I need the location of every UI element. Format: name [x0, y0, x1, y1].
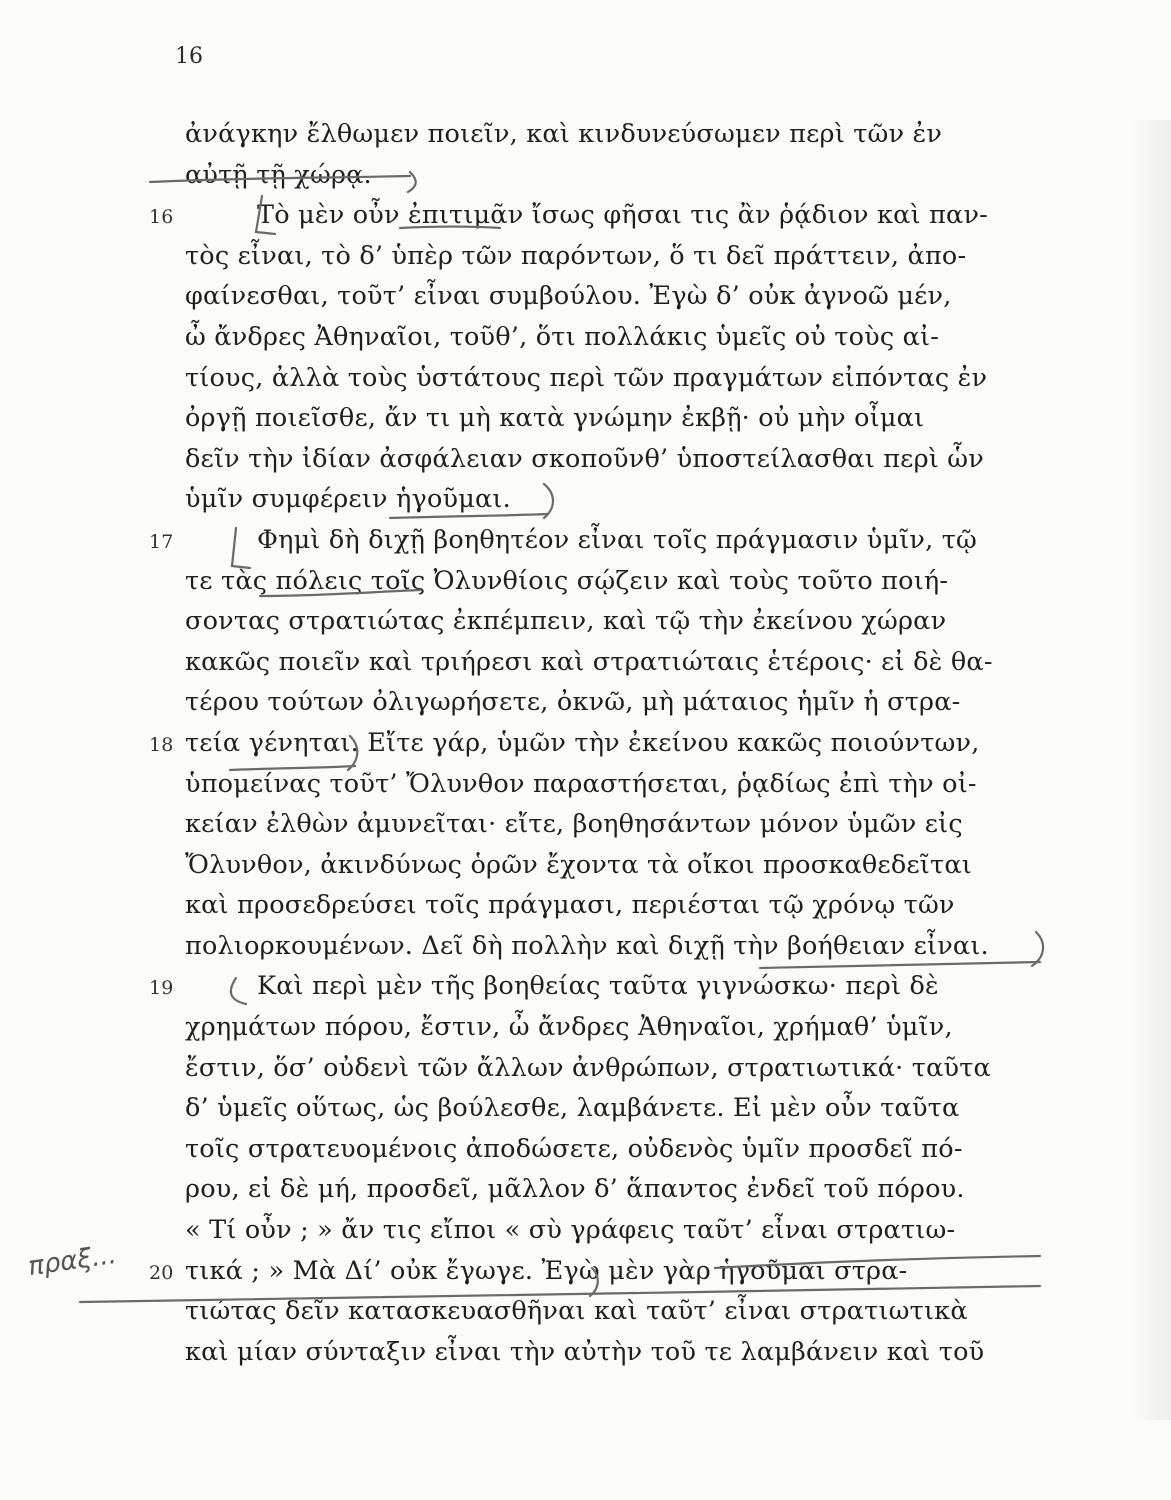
text-line [185, 1007, 1045, 1048]
line-text: χρημάτων πόρου, ἔστιν, ὦ ἄνδρες Ἀθηναῖοι, χρήμαθ’ ὑμῖν, [185, 1012, 953, 1043]
text-line [185, 317, 1045, 358]
line-text: ὀργῇ ποιεῖσθε, ἄν τι μὴ κατὰ γνώμην ἐκβῇ· οὐ μὴν οἶμαι [185, 403, 925, 434]
text-line [149, 195, 1045, 236]
text-line [185, 926, 1045, 967]
line-text: φαίνεσθαι, τοῦτ’ εἶναι συμβούλου. Ἐγὼ δ’ οὐκ ἀγνοῶ μέν, [185, 281, 952, 312]
line-text: καὶ μίαν σύνταξιν εἶναι τὴν αὐτὴν τοῦ τε λαμβάνειν καὶ τοῦ [185, 1336, 985, 1367]
line-text: τικά ; » Μὰ Δί’ οὐκ ἔγωγε. Ἐγὼ μὲν γὰρ ἡγοῦμαι στρα- [185, 1255, 908, 1286]
text-line [185, 642, 1045, 683]
line-text: τέρου τούτων ὀλιγωρήσετε, ὀκνῶ, μὴ μάταιος ἡμῖν ἡ στρα- [185, 687, 961, 718]
text-line [185, 236, 1045, 277]
line-text: τὸς εἶναι, τὸ δ’ ὑπὲρ τῶν παρόντων, ὅ τι δεῖ πράττειν, ἀπο- [185, 240, 967, 271]
text-line [185, 804, 1045, 845]
section-number: 18 [149, 733, 174, 756]
text-line [185, 398, 1045, 439]
text-line [185, 601, 1045, 642]
text-line [185, 1291, 1045, 1332]
line-text: τιώτας δεῖν κατασκευασθῆναι καὶ ταῦτ’ εἶναι στρατιωτικὰ [185, 1296, 968, 1327]
line-text: Ὄλυνθον, ἀκινδύνως ὁρῶν ἔχοντα τὰ οἴκοι προσκαθεδεῖται [185, 849, 972, 880]
text-line [185, 1332, 1045, 1373]
section-number: 20 [149, 1261, 174, 1284]
section-number: 16 [149, 206, 174, 229]
text-line [185, 358, 1045, 399]
text-line [185, 885, 1045, 926]
line-text: « Τί οὖν ; » ἄν τις εἴποι « σὺ γράφεις ταῦτ’ εἶναι στρατιω- [185, 1215, 956, 1246]
text-line [149, 520, 1045, 561]
line-text: ὑπομείνας τοῦτ’ Ὄλυνθον παραστήσεται, ῥᾳδίως ἐπὶ τὴν οἰ- [185, 768, 977, 799]
line-text: καὶ προσεδρεύσει τοῖς πράγμασι, περιέσται τῷ χρόνῳ τῶν [185, 890, 955, 921]
line-text: Φημὶ δὴ διχῇ βοηθητέον εἶναι τοῖς πράγμασιν ὑμῖν, τῷ [257, 524, 978, 555]
text-line [185, 561, 1045, 602]
line-text: δ’ ὑμεῖς οὕτως, ὡς βούλεσθε, λαμβάνετε. Εἰ μὲν οὖν ταῦτα [185, 1093, 960, 1124]
text-line [185, 479, 1045, 520]
text-line [185, 764, 1045, 805]
line-text: ὑμῖν συμφέρειν ἡγοῦμαι. [185, 484, 511, 515]
line-text: τε τὰς πόλεις τοῖς Ὀλυνθίοις σῴζειν καὶ τοὺς τοῦτο ποιή- [185, 565, 949, 596]
line-text: σοντας στρατιώτας ἐκπέμπειν, καὶ τῷ τὴν ἐκείνου χώραν [185, 606, 947, 637]
line-text: κακῶς ποιεῖν καὶ τριήρεσι καὶ στρατιώταις ἑτέροις· εἰ δὲ θα- [185, 646, 993, 677]
show-through-shadow [1131, 120, 1171, 1420]
line-text: ἀνάγκην ἔλθωμεν ποιεῖν, καὶ κινδυνεύσωμεν περὶ τῶν ἐν [185, 119, 943, 149]
line-text: αὐτῇ τῇ χώρᾳ. [185, 159, 372, 190]
line-text: δεῖν τὴν ἰδίαν ἀσφάλειαν σκοποῦνθ’ ὑποστείλασθαι περὶ ὧν [185, 443, 984, 474]
line-text: τεία γένηται. Εἴτε γάρ, ὑμῶν τὴν ἐκείνου κακῶς ποιούντων, [185, 727, 980, 758]
text-line [185, 1169, 1045, 1210]
line-text: ὦ ἄνδρες Ἀθηναῖοι, τοῦθ’, ὅτι πολλάκις ὑμεῖς οὐ τοὺς αἰ- [185, 321, 940, 352]
line-text: τοῖς στρατευομένοις ἀποδώσετε, οὐδενὸς ὑμῖν προσδεῖ πό- [185, 1133, 963, 1164]
line-text: ρου, εἰ δὲ μή, προσδεῖ, μᾶλλον δ’ ἅπαντος ἐνδεῖ τοῦ πόρου. [185, 1174, 965, 1205]
text-line [149, 1251, 1045, 1292]
section-number: 19 [149, 977, 174, 1000]
line-text: Καὶ περὶ μὲν τῆς βοηθείας ταῦτα γιγνώσκω· περὶ δὲ [257, 971, 939, 1002]
line-text: κείαν ἐλθὼν ἀμυνεῖται· εἴτε, βοηθησάντων μόνον ὑμῶν εἰς [185, 809, 963, 840]
line-text: τίους, ἀλλὰ τοὺς ὑστάτους περὶ τῶν πραγμάτων εἰπόντας ἐν [185, 362, 988, 393]
line-text: Τὸ μὲν οὖν ἐπιτιμᾶν ἴσως φῆσαι τις ἂν ῥᾴδιον καὶ παν- [257, 200, 988, 231]
text-line [185, 155, 1045, 196]
text-line [185, 1129, 1045, 1170]
text-line [185, 682, 1045, 723]
text-line [185, 845, 1045, 886]
text-line [185, 439, 1045, 480]
section-number: 17 [149, 530, 174, 553]
handwritten-margin-note: πραξ... [26, 1239, 119, 1283]
line-text: πολιορκουμένων. Δεῖ δὴ πολλὴν καὶ διχῇ τὴν βοήθειαν εἶναι. [185, 930, 989, 961]
text-line [149, 723, 1045, 764]
text-line [185, 114, 1045, 155]
text-line [185, 1048, 1045, 1089]
page-number: 16 [175, 44, 203, 69]
text-line [185, 1210, 1045, 1251]
greek-text-body [149, 114, 1045, 1372]
text-line [185, 1088, 1045, 1129]
line-text: ἔστιν, ὅσ’ οὐδενὶ τῶν ἄλλων ἀνθρώπων, στρατιωτικά· ταῦτα [185, 1052, 991, 1083]
text-line [149, 966, 1045, 1007]
text-line [185, 276, 1045, 317]
